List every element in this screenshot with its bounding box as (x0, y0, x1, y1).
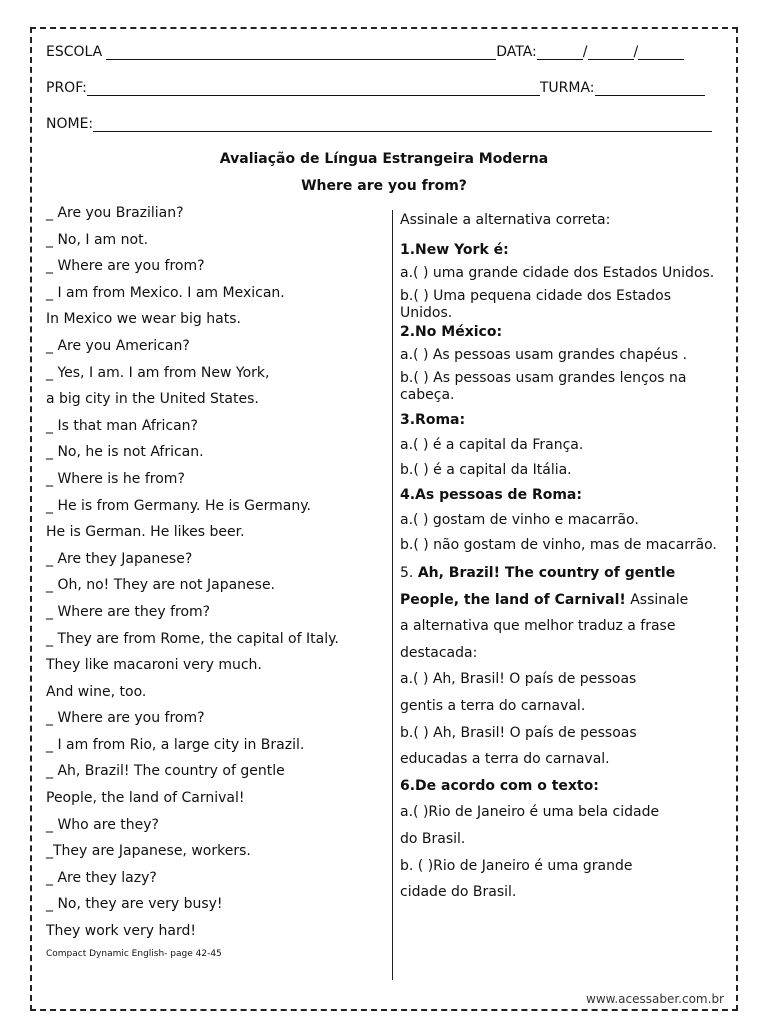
question-6-title: 6.De acordo com o texto: (400, 777, 599, 794)
instruction-text: Assinale a alternativa correta: (400, 212, 611, 228)
dialogue-line: _ They are from Rome, the capital of Italy. (46, 630, 339, 647)
dialogue-line: _ Who are they? (46, 816, 159, 833)
question-5-option-b-cont: educadas a terra do carnaval. (400, 751, 610, 768)
dialogue-line: And wine, too. (46, 683, 147, 700)
question-2-title: 2.No México: (400, 324, 503, 340)
dialogue-line: _ Are you Brazilian? (46, 205, 184, 221)
question-1-option-a[interactable]: a.( ) uma grande cidade dos Estados Unidos. (400, 265, 715, 281)
dialogue-line: _ Are they lazy? (46, 869, 157, 886)
question-5-quote-cont: People, the land of Carnival! (400, 591, 626, 608)
question-5-instruction: Assinale (625, 591, 689, 608)
question-5-number: 5. (400, 565, 418, 581)
dialogue-line: _ Where are you from? (46, 258, 205, 275)
question-3-option-b[interactable]: b.( ) é a capital da Itália. (400, 462, 572, 478)
question-4-title: 4.As pessoas de Roma: (400, 487, 582, 503)
question-6-option-a-cont: do Brasil. (400, 830, 466, 847)
dialogue-line: _They are Japanese, workers. (46, 843, 251, 860)
questions-column (400, 210, 718, 906)
question-5-line-2 (400, 587, 718, 614)
question-5-quote: Ah, Brazil! The country of gentle (417, 565, 676, 581)
question-6-option-b[interactable]: b. ( )Rio de Janeiro é uma grande (400, 857, 633, 874)
escola-label: ESCOLA (46, 44, 103, 60)
page-title: Avaliação de Língua Estrangeira Moderna (219, 151, 549, 167)
dialogue-line: _ I am from Rio, a large city in Brazil. (46, 736, 305, 753)
dialogue-line: _ Is that man African? (46, 417, 198, 434)
turma-label: TURMA: (539, 80, 595, 96)
escola-field[interactable] (106, 45, 496, 60)
question-6-option-a[interactable]: a.( )Rio de Janeiro é uma bela cidade (400, 804, 660, 821)
column-divider (392, 210, 393, 980)
dialogue-line: He is German. He likes beer. (46, 524, 245, 541)
dialogue-line: _ No, he is not African. (46, 444, 204, 461)
data-month-field[interactable] (588, 45, 634, 60)
dialogue-line: _ He is from Germany. He is Germany. (46, 497, 311, 514)
dialogue-line: People, the land of Carnival! (46, 790, 245, 807)
dialogue-line: _ No, I am not. (46, 231, 149, 248)
date-slash: / (582, 44, 588, 60)
data-day-field[interactable] (537, 45, 583, 60)
nome-label: NOME: (46, 116, 94, 132)
dialogue-line: _ Yes, I am. I am from New York, (46, 364, 270, 381)
source-citation: Compact Dynamic English- page 42-45 (46, 949, 222, 959)
nome-field[interactable] (93, 117, 712, 132)
dialogue-line: In Mexico we wear big hats. (46, 311, 241, 328)
question-5-option-b[interactable]: b.( ) Ah, Brasil! O país de pessoas (400, 724, 637, 741)
question-3-title: 3.Roma: (400, 412, 466, 428)
dialogue-line: _ Where is he from? (46, 470, 185, 487)
footer-url[interactable]: www.acessaber.com.br (586, 992, 724, 1006)
dialogue-line: _ I am from Mexico. I am Mexican. (46, 284, 285, 301)
question-6-option-b-cont: cidade do Brasil. (400, 884, 517, 901)
question-4-option-b[interactable]: b.( ) não gostam de vinho, mas de macarrão. (400, 537, 717, 553)
turma-field[interactable] (595, 81, 705, 96)
question-2-option-b[interactable]: b.( ) As pessoas usam grandes lenços na cabeça. (400, 370, 687, 403)
dialogue-text (46, 202, 391, 947)
question-5-option-a-cont: gentis a terra do carnaval. (400, 697, 586, 714)
question-2-option-a[interactable]: a.( ) As pessoas usam grandes chapéus . (400, 347, 688, 363)
prof-row (46, 80, 705, 96)
page-subtitle: Where are you from? (301, 178, 467, 194)
date-slash: / (633, 44, 639, 60)
question-6 (400, 773, 718, 906)
question-3-option-a[interactable]: a.( ) é a capital da França. (400, 437, 584, 453)
prof-label: PROF: (46, 80, 87, 96)
data-year-field[interactable] (638, 45, 684, 60)
data-label: DATA: (496, 44, 537, 60)
question-5-option-a[interactable]: a.( ) Ah, Brasil! O país de pessoas (400, 671, 637, 688)
dialogue-line: _ Where are you from? (46, 710, 205, 727)
dialogue-line: _ Ah, Brazil! The country of gentle (46, 763, 285, 780)
prof-field[interactable] (87, 81, 540, 96)
question-5-instruction-cont: a alternativa que melhor traduz a frase (400, 618, 676, 635)
dialogue-line: _ Where are they from? (46, 603, 211, 620)
dialogue-line: _ Are you American? (46, 337, 190, 354)
dialogue-line: a big city in the United States. (46, 391, 259, 408)
question-1-title: 1.New York é: (400, 242, 509, 258)
escola-row (46, 44, 684, 60)
question-1-option-b[interactable]: b.( ) Uma pequena cidade dos Estados Unidos. (400, 288, 672, 321)
dialogue-line: They work very hard! (46, 923, 196, 940)
dialogue-line: _ No, they are very busy! (46, 896, 223, 913)
dialogue-line: _ Oh, no! They are not Japanese. (46, 577, 276, 594)
dialogue-line: _ Are they Japanese? (46, 550, 193, 567)
nome-row (46, 116, 712, 132)
question-4-option-a[interactable]: a.( ) gostam de vinho e macarrão. (400, 512, 639, 528)
question-5-line-1 (400, 560, 718, 587)
question-5-instruction-end: destacada: (400, 644, 478, 661)
question-5 (400, 560, 718, 773)
dialogue-line: They like macaroni very much. (46, 657, 262, 674)
